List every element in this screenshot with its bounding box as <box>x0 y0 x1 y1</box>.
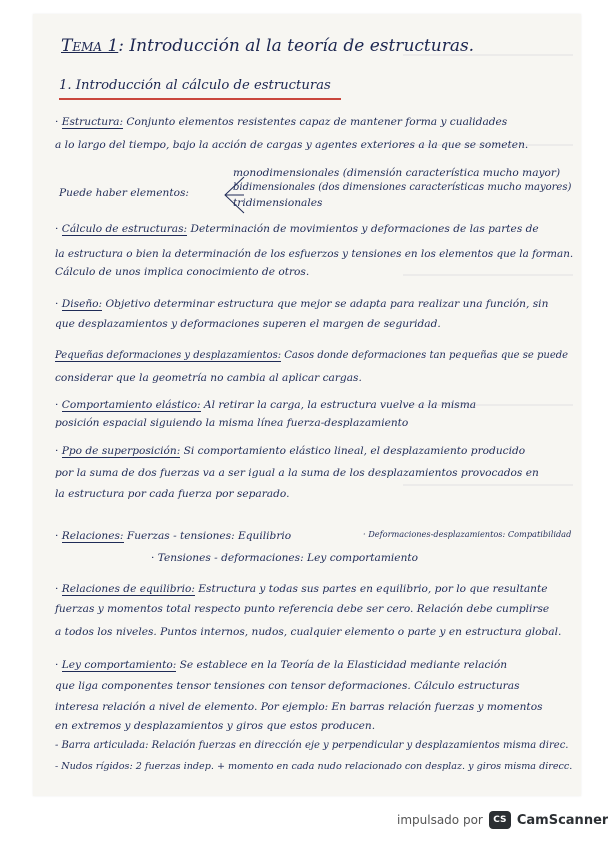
line-text: interesa relación a nivel de elemento. Por ejemplo: En barras relación fuerzas y momentos <box>55 701 543 713</box>
line-text: - Nudos rígidos: 2 fuerzas indep. + momento en cada nudo relacionado con desplaz. y giros misma direcc. <box>55 761 573 772</box>
underlined-term: Cálculo de estructuras: <box>61 223 188 235</box>
line-text: posición espacial siguiendo la misma línea fuerza-desplazamiento <box>55 417 409 429</box>
note-line <box>233 181 571 195</box>
underlined-term: Estructura: <box>61 116 124 128</box>
note-line <box>233 196 322 210</box>
line-text: la estructura por cada fuerza por separado. <box>55 488 290 500</box>
title-tema: Tema 1 <box>61 36 119 56</box>
line-text: en extremos y desplazamientos y giros que estos producen. <box>55 720 376 732</box>
note-line <box>55 719 375 733</box>
bullet: · <box>55 298 62 310</box>
note-line <box>363 527 571 541</box>
note-line <box>55 297 548 311</box>
bullet: · <box>55 445 62 457</box>
underlined-term: Ley comportamiento: <box>61 659 177 671</box>
line-text: Estructura y todas sus partes en equilibrio, por lo que resultante <box>194 583 548 595</box>
line-text: - Barra articulada: Relación fuerzas en dirección eje y perpendicular y desplazamientos misma direc. <box>55 740 569 751</box>
line-text: Objetivo determinar estructura que mejor se adapta para realizar una función, sin <box>102 298 549 310</box>
line-text: Al retirar la carga, la estructura vuelve a la misma <box>200 399 477 411</box>
note-line <box>55 739 568 753</box>
line-text: monodimensionales (dimensión característica mucho mayor) <box>233 167 561 179</box>
note-line <box>233 166 560 180</box>
bullet: · <box>55 659 62 671</box>
note-line <box>55 625 561 639</box>
line-text: · Tensiones - deformaciones: Ley comportamiento <box>151 552 419 564</box>
line-text: tridimensionales <box>233 197 323 209</box>
line-text: Cálculo de unos implica conocimiento de otros. <box>55 266 310 278</box>
line-text: Determinación de movimientos y deformaciones de las partes de <box>187 223 539 235</box>
note-line <box>55 398 476 412</box>
note-line <box>55 487 289 501</box>
note-line <box>55 349 568 363</box>
underlined-term: Diseño: <box>61 298 103 310</box>
note-line <box>55 444 525 458</box>
underlined-term: Comportamiento elástico: <box>61 399 201 411</box>
note-line <box>151 551 418 565</box>
bullet: · <box>55 116 62 128</box>
line-text: que desplazamientos y deformaciones superen el margen de seguridad. <box>55 318 441 330</box>
page-title <box>61 36 474 56</box>
watermark-footer <box>397 811 608 829</box>
note-line <box>55 265 309 279</box>
bullet: · <box>55 399 62 411</box>
underlined-term: Ppo de superposición: <box>61 445 181 457</box>
bleed-through-mark <box>403 484 573 486</box>
note-line <box>55 138 528 152</box>
underlined-term: Relaciones: <box>61 530 124 542</box>
line-text: bidimensionales (dos dimensiones características mucho mayores) <box>233 182 572 193</box>
note-line <box>55 529 291 543</box>
line-text: fuerzas y momentos total respecto punto referencia debe ser cero. Relación debe cumplirse <box>55 603 550 615</box>
note-line <box>55 371 362 385</box>
line-text: · Deformaciones-desplazamientos: Compatibilidad <box>363 529 572 539</box>
note-line <box>55 317 441 331</box>
line-text: Puede haber elementos: <box>59 187 189 199</box>
note-line <box>55 466 539 480</box>
line-text: a todos los niveles. Puntos internos, nudos, cualquier elemento o parte y en estructura global. <box>55 626 562 638</box>
footer-prefix: impulsado por <box>397 813 483 827</box>
note-line <box>59 186 189 200</box>
note-line <box>55 115 507 129</box>
bleed-through-mark <box>403 274 573 276</box>
note-line <box>55 222 539 236</box>
note-line <box>55 658 507 672</box>
section-heading: 1. Introducción al cálculo de estructuras <box>59 78 331 93</box>
line-text: Se establece en la Teoría de la Elasticidad mediante relación <box>176 659 508 671</box>
note-line <box>55 247 573 261</box>
underlined-term: Relaciones de equilibrio: <box>61 583 195 595</box>
line-text: Casos donde deformaciones tan pequeñas que se puede <box>281 350 569 361</box>
bullet: · <box>55 530 62 542</box>
note-line <box>55 679 520 693</box>
line-text: la estructura o bien la determinación de los esfuerzos y tensiones en los elementos que la forman. <box>55 248 574 260</box>
line-text: que liga componentes tensor tensiones con tensor deformaciones. Cálculo estructuras <box>55 680 520 692</box>
notebook-page <box>33 14 581 796</box>
section-underline <box>59 98 341 100</box>
line-text: Conjunto elementos resistentes capaz de mantener forma y cualidades <box>123 116 508 128</box>
note-line <box>55 582 548 596</box>
bullet: · <box>55 223 62 235</box>
line-text: Si comportamiento elástico lineal, el desplazamiento producido <box>180 445 526 457</box>
line-text: considerar que la geometría no cambia al aplicar cargas. <box>55 372 362 384</box>
note-line <box>55 416 408 430</box>
bullet: · <box>55 583 62 595</box>
underlined-term: Pequeñas deformaciones y desplazamientos: <box>55 350 282 361</box>
note-line <box>55 602 549 616</box>
footer-brand: CamScanner <box>516 812 608 828</box>
line-text: por la suma de dos fuerzas va a ser igual a la suma de los desplazamientos provocados en <box>55 467 539 479</box>
note-line <box>55 760 572 774</box>
note-line <box>55 700 543 714</box>
line-text: Fuerzas - tensiones: Equilibrio <box>123 530 292 542</box>
title-rest: : Introducción al la teoría de estructuras. <box>118 36 475 56</box>
line-text: a lo largo del tiempo, bajo la acción de cargas y agentes exteriores a la que se someten. <box>55 139 529 151</box>
camscanner-logo-icon: CS <box>489 811 511 829</box>
